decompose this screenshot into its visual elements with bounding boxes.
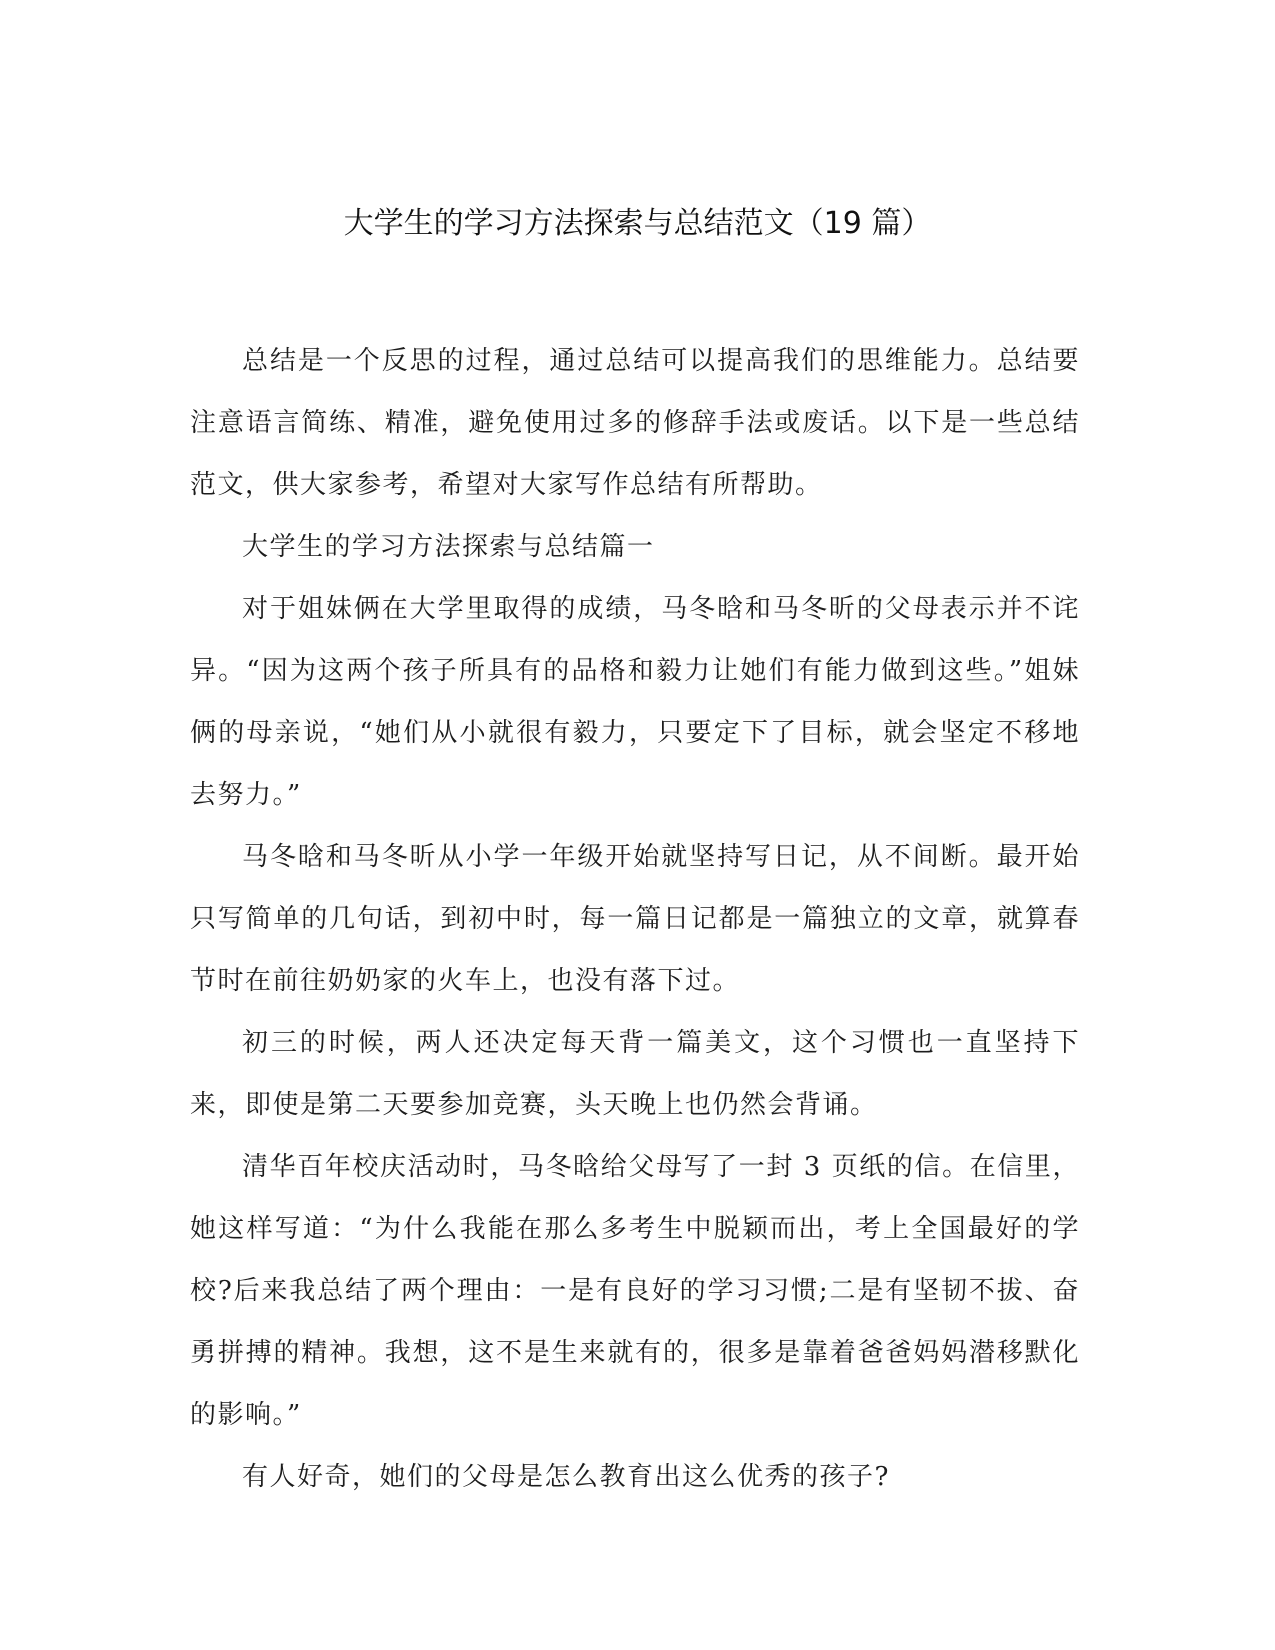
document-title: 大学生的学习方法探索与总结范文（19 篇） xyxy=(343,206,932,241)
body-paragraph: 有人好奇，她们的父母是怎么教育出这么优秀的孩子? xyxy=(242,1462,890,1492)
body-paragraph: 初三的时候，两人还决定每天背一篇美文，这个习惯也一直坚持下来，即使是第二天要参加竞赛，头天晚上也仍然会背诵。 xyxy=(190,1028,1080,1120)
section-heading: 大学生的学习方法探索与总结篇一 xyxy=(242,532,655,562)
body-paragraph: 对于姐妹俩在大学里取得的成绩，马冬晗和马冬昕的父母表示并不诧异。“因为这两个孩子所具有的品格和毅力让她们有能力做到这些。”姐妹俩的母亲说，“她们从小就很有毅力，只要定下了目标，就会坚定不移地去努力。” xyxy=(190,594,1080,810)
document-body xyxy=(190,330,1080,1508)
body-paragraph: 马冬晗和马冬昕从小学一年级开始就坚持写日记，从不间断。最开始只写简单的几句话，到初中时，每一篇日记都是一篇独立的文章，就算春节时在前往奶奶家的火车上，也没有落下过。 xyxy=(190,842,1080,996)
body-paragraph: 清华百年校庆活动时，马冬晗给父母写了一封 3 页纸的信。在信里，她这样写道：“为什么我能在那么多考生中脱颖而出，考上全国最好的学校?后来我总结了两个理由：一是有良好的学习习惯;二是有坚韧不拔、奋勇拼搏的精神。我想，这不是生来就有的，很多是靠着爸爸妈妈潜移默化的影响。” xyxy=(190,1152,1080,1430)
intro-paragraph: 总结是一个反思的过程，通过总结可以提高我们的思维能力。总结要注意语言简练、精准，避免使用过多的修辞手法或废话。以下是一些总结范文，供大家参考，希望对大家写作总结有所帮助。 xyxy=(190,346,1080,500)
